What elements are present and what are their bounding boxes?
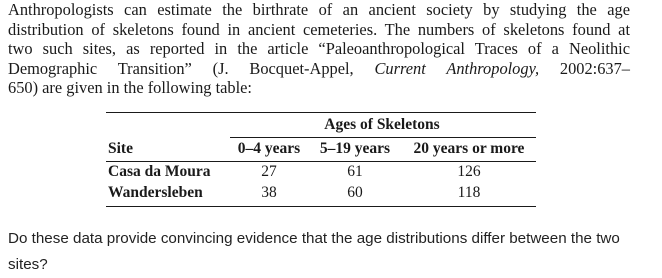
question-line-2: sites? bbox=[8, 256, 48, 273]
intro-line-4 bbox=[8, 59, 630, 79]
table-row-site: Wandersleben bbox=[108, 184, 203, 201]
table-bottom-rule bbox=[106, 206, 536, 207]
table-cell: 27 bbox=[261, 163, 277, 180]
intro-line-3: two such sites, as reported in the article “Paleoanthropological Traces of a Neolithic bbox=[8, 39, 630, 59]
table-top-rule bbox=[106, 112, 536, 113]
intro-line-4-end: 2002:637– bbox=[539, 58, 630, 78]
intro-paragraph bbox=[8, 0, 630, 98]
table-cell: 118 bbox=[457, 184, 481, 201]
table-cell: 61 bbox=[347, 163, 363, 180]
table-cell: 60 bbox=[347, 184, 363, 201]
table-row-site: Casa da Moura bbox=[108, 163, 211, 180]
question-line-1: Do these data provide convincing evidence that the age distributions differ between the two bbox=[8, 230, 620, 247]
table-cell: 126 bbox=[457, 163, 481, 180]
column-header-5-19: 5–19 years bbox=[319, 140, 391, 157]
intro-line-1: Anthropologists can estimate the birthrate of an ancient society by studying the age bbox=[8, 0, 630, 19]
intro-line-2: distribution of skeletons found in ancient cemeteries. The numbers of skeletons found at bbox=[8, 19, 630, 39]
intro-line-5: 650) are given in the following table: bbox=[8, 78, 252, 98]
column-header-20-plus: 20 years or more bbox=[413, 140, 525, 157]
question-text bbox=[8, 226, 638, 278]
header-bottom-rule bbox=[106, 161, 536, 162]
table-cell: 38 bbox=[261, 184, 277, 201]
journal-title: Current Anthropology, bbox=[374, 58, 540, 78]
group-header-ages: Ages of Skeletons bbox=[324, 116, 440, 133]
column-header-site: Site bbox=[108, 140, 133, 157]
group-header-rule bbox=[230, 137, 536, 138]
column-header-0-4: 0–4 years bbox=[237, 140, 301, 157]
skeleton-table bbox=[106, 112, 536, 208]
intro-line-4-start: Demographic Transition” (J. Bocquet-Appel, bbox=[8, 58, 375, 78]
